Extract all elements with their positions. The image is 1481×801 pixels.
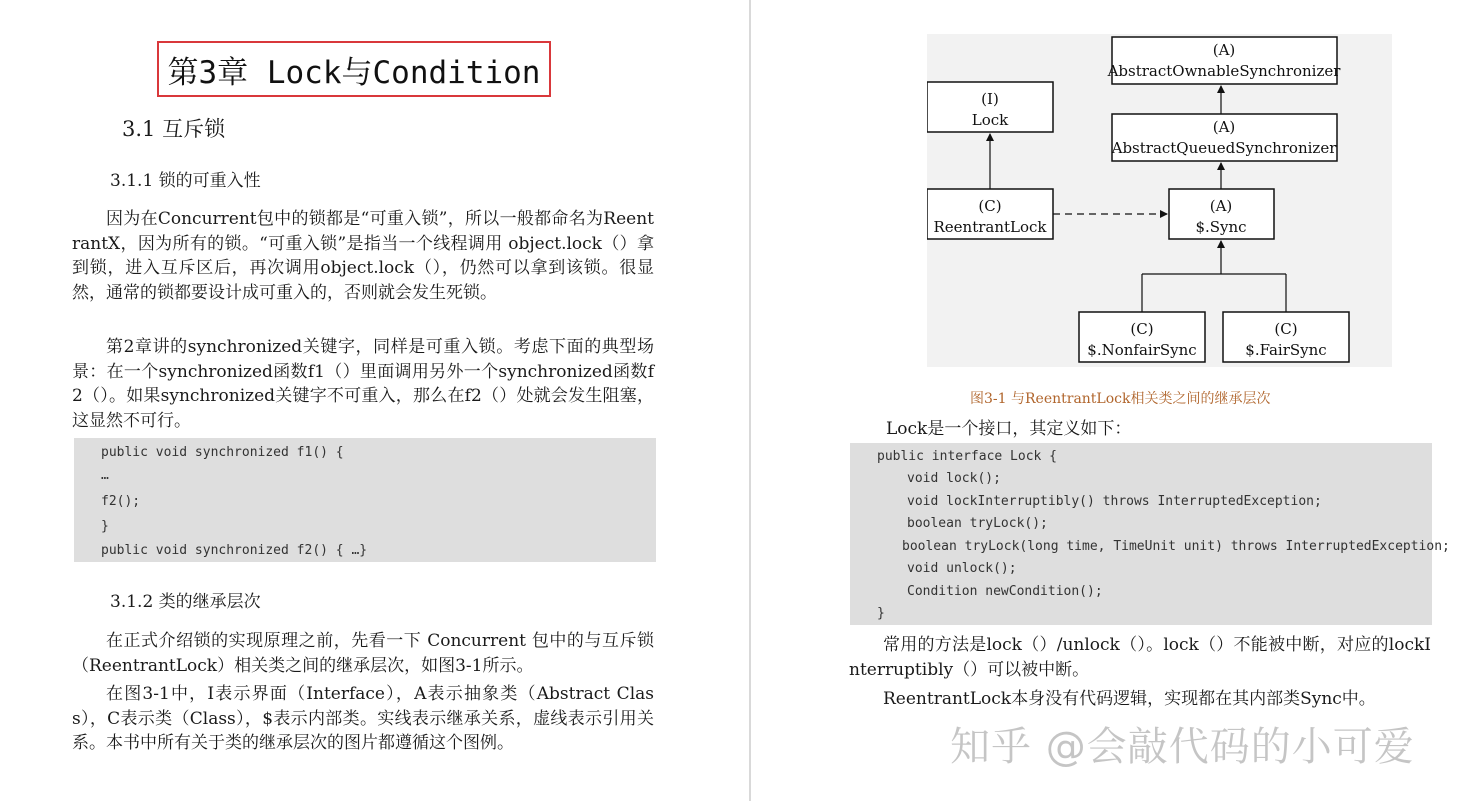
section-title: 3.1 互斥锁 xyxy=(122,117,226,141)
node-class-name: $.Sync xyxy=(1195,218,1247,236)
page-divider xyxy=(749,0,751,801)
code-line: void unlock(); xyxy=(907,561,1017,576)
paragraph-legend: 在图3-1中，I表示界面（Interface），A表示抽象类（Abstract Class），C表示类（Class），$表示内部类。实线表示继承关系，虚线表示引用关系。本书中所有关于类的继承层次的图片都遵循这个图例。 xyxy=(72,684,654,753)
code-line: public void synchronized f2() { …} xyxy=(101,543,368,558)
node-class-name: $.FairSync xyxy=(1245,341,1327,359)
code-block-lock-interface xyxy=(850,443,1450,625)
node-class-name: AbstractQueuedSynchronizer xyxy=(1111,139,1337,157)
paragraph-sync-inner: ReentrantLock本身没有代码逻辑，实现都在其内部类Sync中。 xyxy=(883,689,1376,709)
watermark: 知乎 @会敲代码的小可爱 xyxy=(950,724,1415,770)
subsection-title-hierarchy: 3.1.2 类的继承层次 xyxy=(110,592,261,612)
node-class-name: Lock xyxy=(971,111,1009,129)
code-line: public void synchronized f1() { xyxy=(101,445,344,460)
node-type-label: (I) xyxy=(981,90,999,108)
paragraph-common-methods: 常用的方法是lock（）/unlock（）。lock（）不能被中断，对应的lockInterruptibly（）可以被中断。 xyxy=(849,635,1431,680)
code-block-synchronized xyxy=(74,438,656,562)
node-type-label: (A) xyxy=(1209,197,1233,215)
node-class-name: AbstractOwnableSynchronizer xyxy=(1107,62,1341,80)
node-class-name: $.NonfairSync xyxy=(1087,341,1197,359)
code-line: boolean tryLock(); xyxy=(907,516,1048,531)
node-lock-interface xyxy=(927,82,1053,132)
code-line: boolean tryLock(long time, TimeUnit unit) throws InterruptedException; xyxy=(902,539,1450,554)
node-class-name: ReentrantLock xyxy=(933,218,1047,236)
code-line: f2(); xyxy=(101,494,141,509)
chapter-title-box xyxy=(157,41,551,97)
node-abstract-queued-synchronizer xyxy=(1111,114,1338,161)
figure-caption: 图3-1 与ReentrantLock相关类之间的继承层次 xyxy=(970,391,1271,407)
node-type-label: (A) xyxy=(1212,41,1236,59)
paragraph-lock-intro: Lock是一个接口，其定义如下： xyxy=(886,419,1132,439)
node-fair-sync xyxy=(1223,312,1349,362)
node-nonfair-sync xyxy=(1079,312,1205,362)
class-hierarchy-diagram xyxy=(927,34,1392,367)
node-type-label: (C) xyxy=(978,197,1002,215)
paragraph-synchronized: 第2章讲的synchronized关键字，同样是可重入锁。考虑下面的典型场景：在一个synchronized函数f1（）里面调用另外一个synchronized函数f2（）。如果synchronized关键字不可重入，那么在f2（）处就会发生阻塞，这显然不可行。 xyxy=(72,337,654,431)
node-sync xyxy=(1169,189,1274,239)
code-line: void lockInterruptibly() throws InterruptedException; xyxy=(907,494,1322,509)
node-reentrant-lock xyxy=(927,189,1053,239)
code-line: } xyxy=(877,606,885,621)
inherit-arrow-subclasses-sync xyxy=(1142,241,1286,312)
class-hierarchy-figure xyxy=(927,34,1392,367)
code-line: void lock(); xyxy=(907,471,1001,486)
code-line: Condition newCondition(); xyxy=(907,584,1103,599)
paragraph-hierarchy-intro: 在正式介绍锁的实现原理之前，先看一下 Concurrent 包中的与互斥锁（ReentrantLock）相关类之间的继承层次，如图3-1所示。 xyxy=(72,631,654,676)
subsection-title-reentrant: 3.1.1 锁的可重入性 xyxy=(110,171,261,191)
node-type-label: (C) xyxy=(1130,320,1154,338)
node-type-label: (A) xyxy=(1212,118,1236,136)
node-type-label: (C) xyxy=(1274,320,1298,338)
node-abstract-ownable-synchronizer xyxy=(1107,37,1342,84)
code-line: public interface Lock { xyxy=(877,449,1058,464)
paragraph-reentrant-intro: 因为在Concurrent包中的锁都是“可重入锁”，所以一般都命名为ReentrantX，因为所有的锁。“可重入锁”是指当一个线程调用 object.lock（）拿到锁，进入互斥区后，再次调用object.lock（），仍然可以拿到该锁。很显然，通常的锁都要设计成可重入的，否则就会发生死锁。 xyxy=(72,209,654,303)
chapter-title: 第3章 Lock与Condition xyxy=(167,54,541,91)
code-line: } xyxy=(101,519,109,534)
code-line: … xyxy=(101,468,109,483)
